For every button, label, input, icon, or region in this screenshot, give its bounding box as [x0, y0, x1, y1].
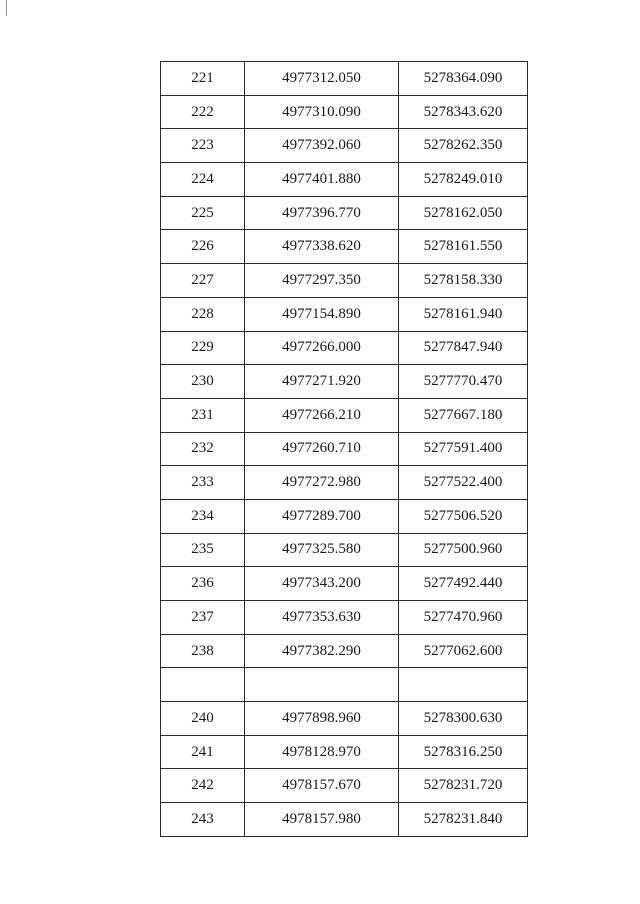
x-coordinate: 4977297.350: [245, 264, 399, 298]
y-coordinate: 5278162.050: [399, 196, 528, 230]
table-row: [161, 129, 528, 163]
coordinate-table: [160, 61, 528, 837]
table-row: [161, 398, 528, 432]
x-coordinate: 4977289.700: [245, 499, 399, 533]
x-coordinate: 4977382.290: [245, 634, 399, 668]
y-coordinate: 5278161.940: [399, 297, 528, 331]
y-coordinate: 5278262.350: [399, 129, 528, 163]
x-coordinate: 4978157.670: [245, 769, 399, 803]
table-row: [161, 95, 528, 129]
x-coordinate: 4977154.890: [245, 297, 399, 331]
point-number: 229: [161, 331, 245, 365]
x-coordinate: [245, 668, 399, 702]
table-row: [161, 163, 528, 197]
table-row: [161, 634, 528, 668]
table-row: [161, 803, 528, 837]
y-coordinate: 5278231.840: [399, 803, 528, 837]
table-row: [161, 297, 528, 331]
y-coordinate: [399, 668, 528, 702]
x-coordinate: 4977396.770: [245, 196, 399, 230]
point-number: 238: [161, 634, 245, 668]
y-coordinate: 5277667.180: [399, 398, 528, 432]
point-number: 227: [161, 264, 245, 298]
table-row: [161, 533, 528, 567]
table-row: [161, 702, 528, 736]
point-number: 228: [161, 297, 245, 331]
point-number: 222: [161, 95, 245, 129]
point-number: 226: [161, 230, 245, 264]
y-coordinate: 5278249.010: [399, 163, 528, 197]
table-row: [161, 264, 528, 298]
table-row: [161, 735, 528, 769]
x-coordinate: 4978128.970: [245, 735, 399, 769]
table-row: [161, 331, 528, 365]
y-coordinate: 5278300.630: [399, 702, 528, 736]
x-coordinate: 4977260.710: [245, 432, 399, 466]
point-number: 223: [161, 129, 245, 163]
point-number: 232: [161, 432, 245, 466]
point-number: 233: [161, 466, 245, 500]
x-coordinate: 4977312.050: [245, 62, 399, 96]
x-coordinate: 4977392.060: [245, 129, 399, 163]
table-row: [161, 567, 528, 601]
y-coordinate: 5278231.720: [399, 769, 528, 803]
point-number: 243: [161, 803, 245, 837]
table-row: [161, 432, 528, 466]
point-number: 221: [161, 62, 245, 96]
y-coordinate: 5277500.960: [399, 533, 528, 567]
table-row: [161, 499, 528, 533]
y-coordinate: 5278364.090: [399, 62, 528, 96]
y-coordinate: 5278161.550: [399, 230, 528, 264]
scan-edge-mark: [6, 0, 7, 16]
point-number: 242: [161, 769, 245, 803]
point-number: 237: [161, 601, 245, 635]
coordinate-table-body: [161, 62, 528, 837]
point-number: [161, 668, 245, 702]
x-coordinate: 4978157.980: [245, 803, 399, 837]
table-row: [161, 196, 528, 230]
y-coordinate: 5278158.330: [399, 264, 528, 298]
y-coordinate: 5277506.520: [399, 499, 528, 533]
table-row: [161, 466, 528, 500]
x-coordinate: 4977401.880: [245, 163, 399, 197]
point-number: 234: [161, 499, 245, 533]
x-coordinate: 4977272.980: [245, 466, 399, 500]
table-row: [161, 230, 528, 264]
x-coordinate: 4977325.580: [245, 533, 399, 567]
y-coordinate: 5277470.960: [399, 601, 528, 635]
x-coordinate: 4977266.000: [245, 331, 399, 365]
y-coordinate: 5277770.470: [399, 365, 528, 399]
y-coordinate: 5277492.440: [399, 567, 528, 601]
y-coordinate: 5277062.600: [399, 634, 528, 668]
y-coordinate: 5277591.400: [399, 432, 528, 466]
y-coordinate: 5278316.250: [399, 735, 528, 769]
point-number: 231: [161, 398, 245, 432]
point-number: 236: [161, 567, 245, 601]
x-coordinate: 4977310.090: [245, 95, 399, 129]
table-row: [161, 365, 528, 399]
table-row-empty: [161, 668, 528, 702]
x-coordinate: 4977338.620: [245, 230, 399, 264]
point-number: 225: [161, 196, 245, 230]
y-coordinate: 5278343.620: [399, 95, 528, 129]
point-number: 241: [161, 735, 245, 769]
y-coordinate: 5277847.940: [399, 331, 528, 365]
x-coordinate: 4977266.210: [245, 398, 399, 432]
table-row: [161, 769, 528, 803]
x-coordinate: 4977271.920: [245, 365, 399, 399]
point-number: 230: [161, 365, 245, 399]
y-coordinate: 5277522.400: [399, 466, 528, 500]
x-coordinate: 4977343.200: [245, 567, 399, 601]
point-number: 224: [161, 163, 245, 197]
x-coordinate: 4977353.630: [245, 601, 399, 635]
point-number: 240: [161, 702, 245, 736]
table-row: [161, 601, 528, 635]
x-coordinate: 4977898.960: [245, 702, 399, 736]
point-number: 235: [161, 533, 245, 567]
table-row: [161, 62, 528, 96]
